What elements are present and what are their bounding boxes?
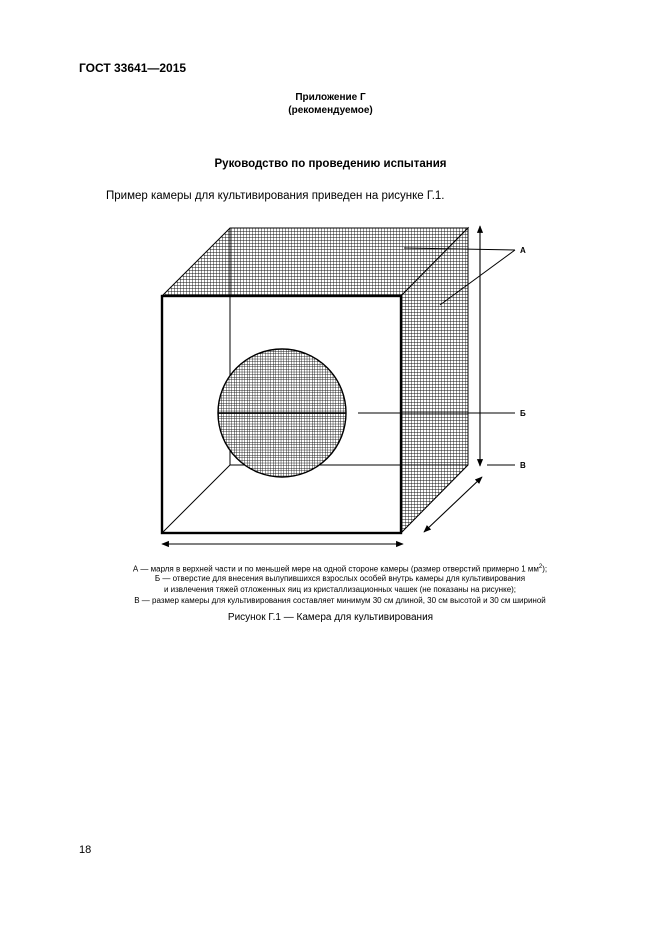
legend-line-b: Б — отверстие для внесения вылупившихся взрослых особей внутрь камеры для культивирования bbox=[154, 574, 526, 583]
section-title: Руководство по проведению испытания bbox=[214, 158, 447, 170]
label-a: А bbox=[520, 246, 526, 255]
intro-paragraph: Пример камеры для культивирования приведен на рисунке Г.1. bbox=[106, 190, 445, 202]
page-number: 18 bbox=[79, 844, 92, 856]
appendix-title: Приложение Г bbox=[295, 92, 366, 103]
legend-line-v: В — размер камеры для культивирования составляет минимум 30 см длиной, 30 см высотой и 30 см шириной bbox=[134, 596, 546, 605]
figure-caption: Рисунок Г.1 — Камера для культивирования bbox=[227, 612, 434, 623]
label-v: В bbox=[520, 461, 526, 470]
document-header: ГОСТ 33641—2015 bbox=[79, 61, 187, 75]
legend-line-a: А — марля в верхней части и по меньшей мере на одной стороне камеры (размер отверстий примерно 1 $мм^2$); bbox=[132, 564, 548, 574]
label-b: Б bbox=[520, 409, 526, 418]
legend-line-b-cont: и извлечения тяжей отложенных яиц из кристаллизационных чашек (не показаны на рисунке); bbox=[163, 585, 517, 594]
appendix-subtitle: (рекомендуемое) bbox=[288, 105, 373, 116]
